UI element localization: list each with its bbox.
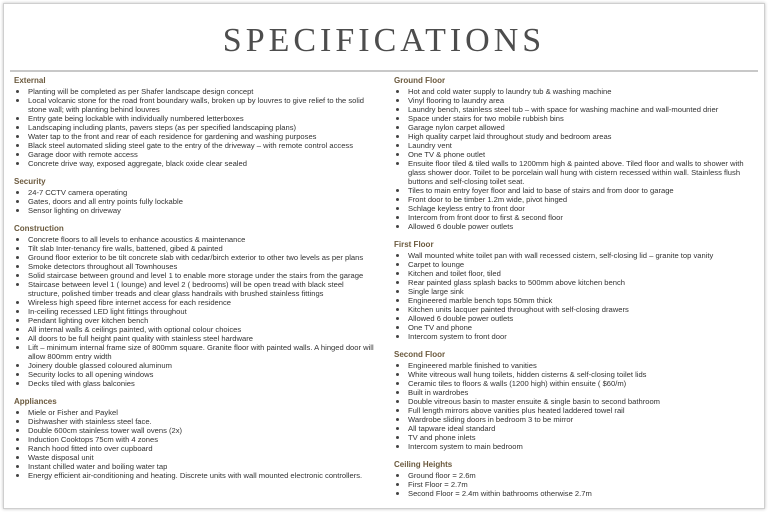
spec-item: Single large sink bbox=[394, 287, 752, 296]
spec-item: Hot and cold water supply to laundry tub & washing machine bbox=[394, 87, 752, 96]
spec-item: Ground floor = 2.6m bbox=[394, 471, 752, 480]
spec-item: TV and phone inlets bbox=[394, 433, 752, 442]
spec-item: Engineered marble bench tops 50mm thick bbox=[394, 296, 752, 305]
spec-item: Tilt slab Inter-tenancy fire walls, battened, gibed & painted bbox=[14, 244, 374, 253]
spec-item: Smoke detectors throughout all Townhouses bbox=[14, 262, 374, 271]
spec-item: Front door to be timber 1.2m wide, pivot hinged bbox=[394, 195, 752, 204]
section-heading: Construction bbox=[14, 224, 64, 233]
spec-list bbox=[14, 408, 374, 480]
section-heading: Security bbox=[14, 177, 46, 186]
spec-item: Laundry vent bbox=[394, 141, 752, 150]
spec-list bbox=[14, 188, 374, 215]
spec-item: All doors to be full height paint quality with stainless steel hardware bbox=[14, 334, 374, 343]
spec-item: Ensuite floor tiled & tiled walls to 1200mm high & painted above. Tiled floor and walls to shower with glass shower door. Toilet to be porcelain wall hung with cistern recessed within wall. Stainless flush buttons and self-closing toilet seat. bbox=[394, 159, 752, 186]
spec-item: Black steel automated sliding steel gate to the entry of the driveway – with remote control access bbox=[14, 141, 374, 150]
spec-item: Wardrobe sliding doors in bedroom 3 to be mirror bbox=[394, 415, 752, 424]
spec-section bbox=[14, 397, 374, 480]
spec-item: Second Floor = 2.4m within bathrooms otherwise 2.7m bbox=[394, 489, 752, 498]
spec-item: Energy efficient air-conditioning and heating. Discrete units with wall mounted electronic controllers. bbox=[14, 471, 374, 480]
spec-item: Waste disposal unit bbox=[14, 453, 374, 462]
spec-item: 24-7 CCTV camera operating bbox=[14, 188, 374, 197]
spec-item: Intercom system to front door bbox=[394, 332, 752, 341]
spec-item: One TV and phone bbox=[394, 323, 752, 332]
spec-item: Full length mirrors above vanities plus heated laddered towel rail bbox=[394, 406, 752, 415]
spec-item: Ceramic tiles to floors & walls (1200 high) within ensuite ( $60/m) bbox=[394, 379, 752, 388]
spec-item: Solid staircase between ground and level 1 to enable more storage under the stairs from the garage bbox=[14, 271, 374, 280]
spec-section bbox=[394, 460, 752, 498]
spec-item: Sensor lighting on driveway bbox=[14, 206, 374, 215]
spec-item: Intercom system to main bedroom bbox=[394, 442, 752, 451]
spec-item: Security locks to all opening windows bbox=[14, 370, 374, 379]
spec-item: Double vitreous basin to master ensuite & single basin to second bathroom bbox=[394, 397, 752, 406]
spec-item: Water tap to the front and rear of each residence for gardening and washing purposes bbox=[14, 132, 374, 141]
spec-item: Allowed 6 double power outlets bbox=[394, 222, 752, 231]
spec-list bbox=[394, 361, 752, 451]
spec-item: Entry gate being lockable with individually numbered letterboxes bbox=[14, 114, 374, 123]
right-column bbox=[394, 76, 752, 507]
spec-item: Concrete drive way, exposed aggregate, black oxide clear sealed bbox=[14, 159, 374, 168]
spec-item: Garage door with remote access bbox=[14, 150, 374, 159]
spec-item: Local volcanic stone for the road front boundary walls, broken up by louvres to give relief to the solid stone wall; with planting behind louvres bbox=[14, 96, 374, 114]
spec-item: White vitreous wall hung toilets, hidden cisterns & self-closing toilet lids bbox=[394, 370, 752, 379]
spec-item: All internal walls & ceilings painted, with optional colour choices bbox=[14, 325, 374, 334]
spec-list bbox=[394, 87, 752, 231]
spec-item: First Floor = 2.7m bbox=[394, 480, 752, 489]
spec-item: Rear painted glass splash backs to 500mm above kitchen bench bbox=[394, 278, 752, 287]
section-heading: Second Floor bbox=[394, 350, 446, 359]
section-heading: Ceiling Heights bbox=[394, 460, 453, 469]
spec-section bbox=[14, 76, 374, 168]
spec-item: Laundry bench, stainless steel tub – with space for washing machine and wall-mounted drier bbox=[394, 105, 752, 114]
spec-item: Garage nylon carpet allowed bbox=[394, 123, 752, 132]
spec-item: Engineered marble finished to vanities bbox=[394, 361, 752, 370]
spec-item: Induction Cooktops 75cm with 4 zones bbox=[14, 435, 374, 444]
section-heading: First Floor bbox=[394, 240, 434, 249]
spec-item: Decks tiled with glass balconies bbox=[14, 379, 374, 388]
spec-item: Tiles to main entry foyer floor and laid to base of stairs and from door to garage bbox=[394, 186, 752, 195]
spec-list bbox=[394, 251, 752, 341]
spec-item: Space under stairs for two mobile rubbish bins bbox=[394, 114, 752, 123]
spec-item: Kitchen and toilet floor, tiled bbox=[394, 269, 752, 278]
spec-item: Allowed 6 double power outlets bbox=[394, 314, 752, 323]
spec-item: Lift – minimum internal frame size of 800mm square. Granite floor with painted walls. A hinged door will allow 800mm entry width bbox=[14, 343, 374, 361]
spec-item: Planting will be completed as per Shafer landscape design concept bbox=[14, 87, 374, 96]
spec-item: Concrete floors to all levels to enhance acoustics & maintenance bbox=[14, 235, 374, 244]
spec-section bbox=[14, 177, 374, 215]
spec-item: Joinery double glassed coloured aluminum bbox=[14, 361, 374, 370]
spec-section bbox=[394, 240, 752, 341]
spec-item: Kitchen units lacquer painted throughout with self-closing drawers bbox=[394, 305, 752, 314]
section-heading: Ground Floor bbox=[394, 76, 446, 85]
spec-item: Built in wardrobes bbox=[394, 388, 752, 397]
title-divider bbox=[10, 70, 758, 72]
spec-item: Intercom from front door to first & second floor bbox=[394, 213, 752, 222]
spec-section bbox=[394, 350, 752, 451]
spec-item: Staircase between level 1 ( lounge) and level 2 ( bedrooms) will be open tread with black steel structure, polished timber treads and clear glass handrails with brushed stainless fittings bbox=[14, 280, 374, 298]
spec-item: Instant chilled water and boiling water tap bbox=[14, 462, 374, 471]
spec-item: Ranch hood fitted into over cupboard bbox=[14, 444, 374, 453]
spec-section bbox=[14, 224, 374, 388]
spec-section bbox=[394, 76, 752, 231]
section-heading: External bbox=[14, 76, 46, 85]
spec-item: Carpet to lounge bbox=[394, 260, 752, 269]
spec-item: Double 600cm stainless tower wall ovens (2x) bbox=[14, 426, 374, 435]
spec-item: Schlage keyless entry to front door bbox=[394, 204, 752, 213]
spec-item: High quality carpet laid throughout study and bedroom areas bbox=[394, 132, 752, 141]
spec-item: In-ceiling recessed LED light fittings throughout bbox=[14, 307, 374, 316]
spec-item: All tapware ideal standard bbox=[394, 424, 752, 433]
spec-item: Miele or Fisher and Paykel bbox=[14, 408, 374, 417]
page-title: SPECIFICATIONS bbox=[222, 22, 546, 59]
spec-item: Landscaping including plants, pavers steps (as per specified landscaping plans) bbox=[14, 123, 374, 132]
spec-item: Pendant lighting over kitchen bench bbox=[14, 316, 374, 325]
spec-item: Gates, doors and all entry points fully lockable bbox=[14, 197, 374, 206]
left-column bbox=[14, 76, 374, 489]
spec-item: Ground floor exterior to be tilt concrete slab with cedar/birch exterior to other two levels as per plans bbox=[14, 253, 374, 262]
spec-item: Wireless high speed fibre internet access for each residence bbox=[14, 298, 374, 307]
spec-list bbox=[394, 471, 752, 498]
spec-item: One TV & phone outlet bbox=[394, 150, 752, 159]
spec-item: Vinyl flooring to laundry area bbox=[394, 96, 752, 105]
spec-list bbox=[14, 87, 374, 168]
section-heading: Appliances bbox=[14, 397, 57, 406]
spec-item: Dishwasher with stainless steel face. bbox=[14, 417, 374, 426]
spec-item: Wall mounted white toilet pan with wall recessed cistern, self-closing lid – granite top vanity bbox=[394, 251, 752, 260]
spec-list bbox=[14, 235, 374, 388]
